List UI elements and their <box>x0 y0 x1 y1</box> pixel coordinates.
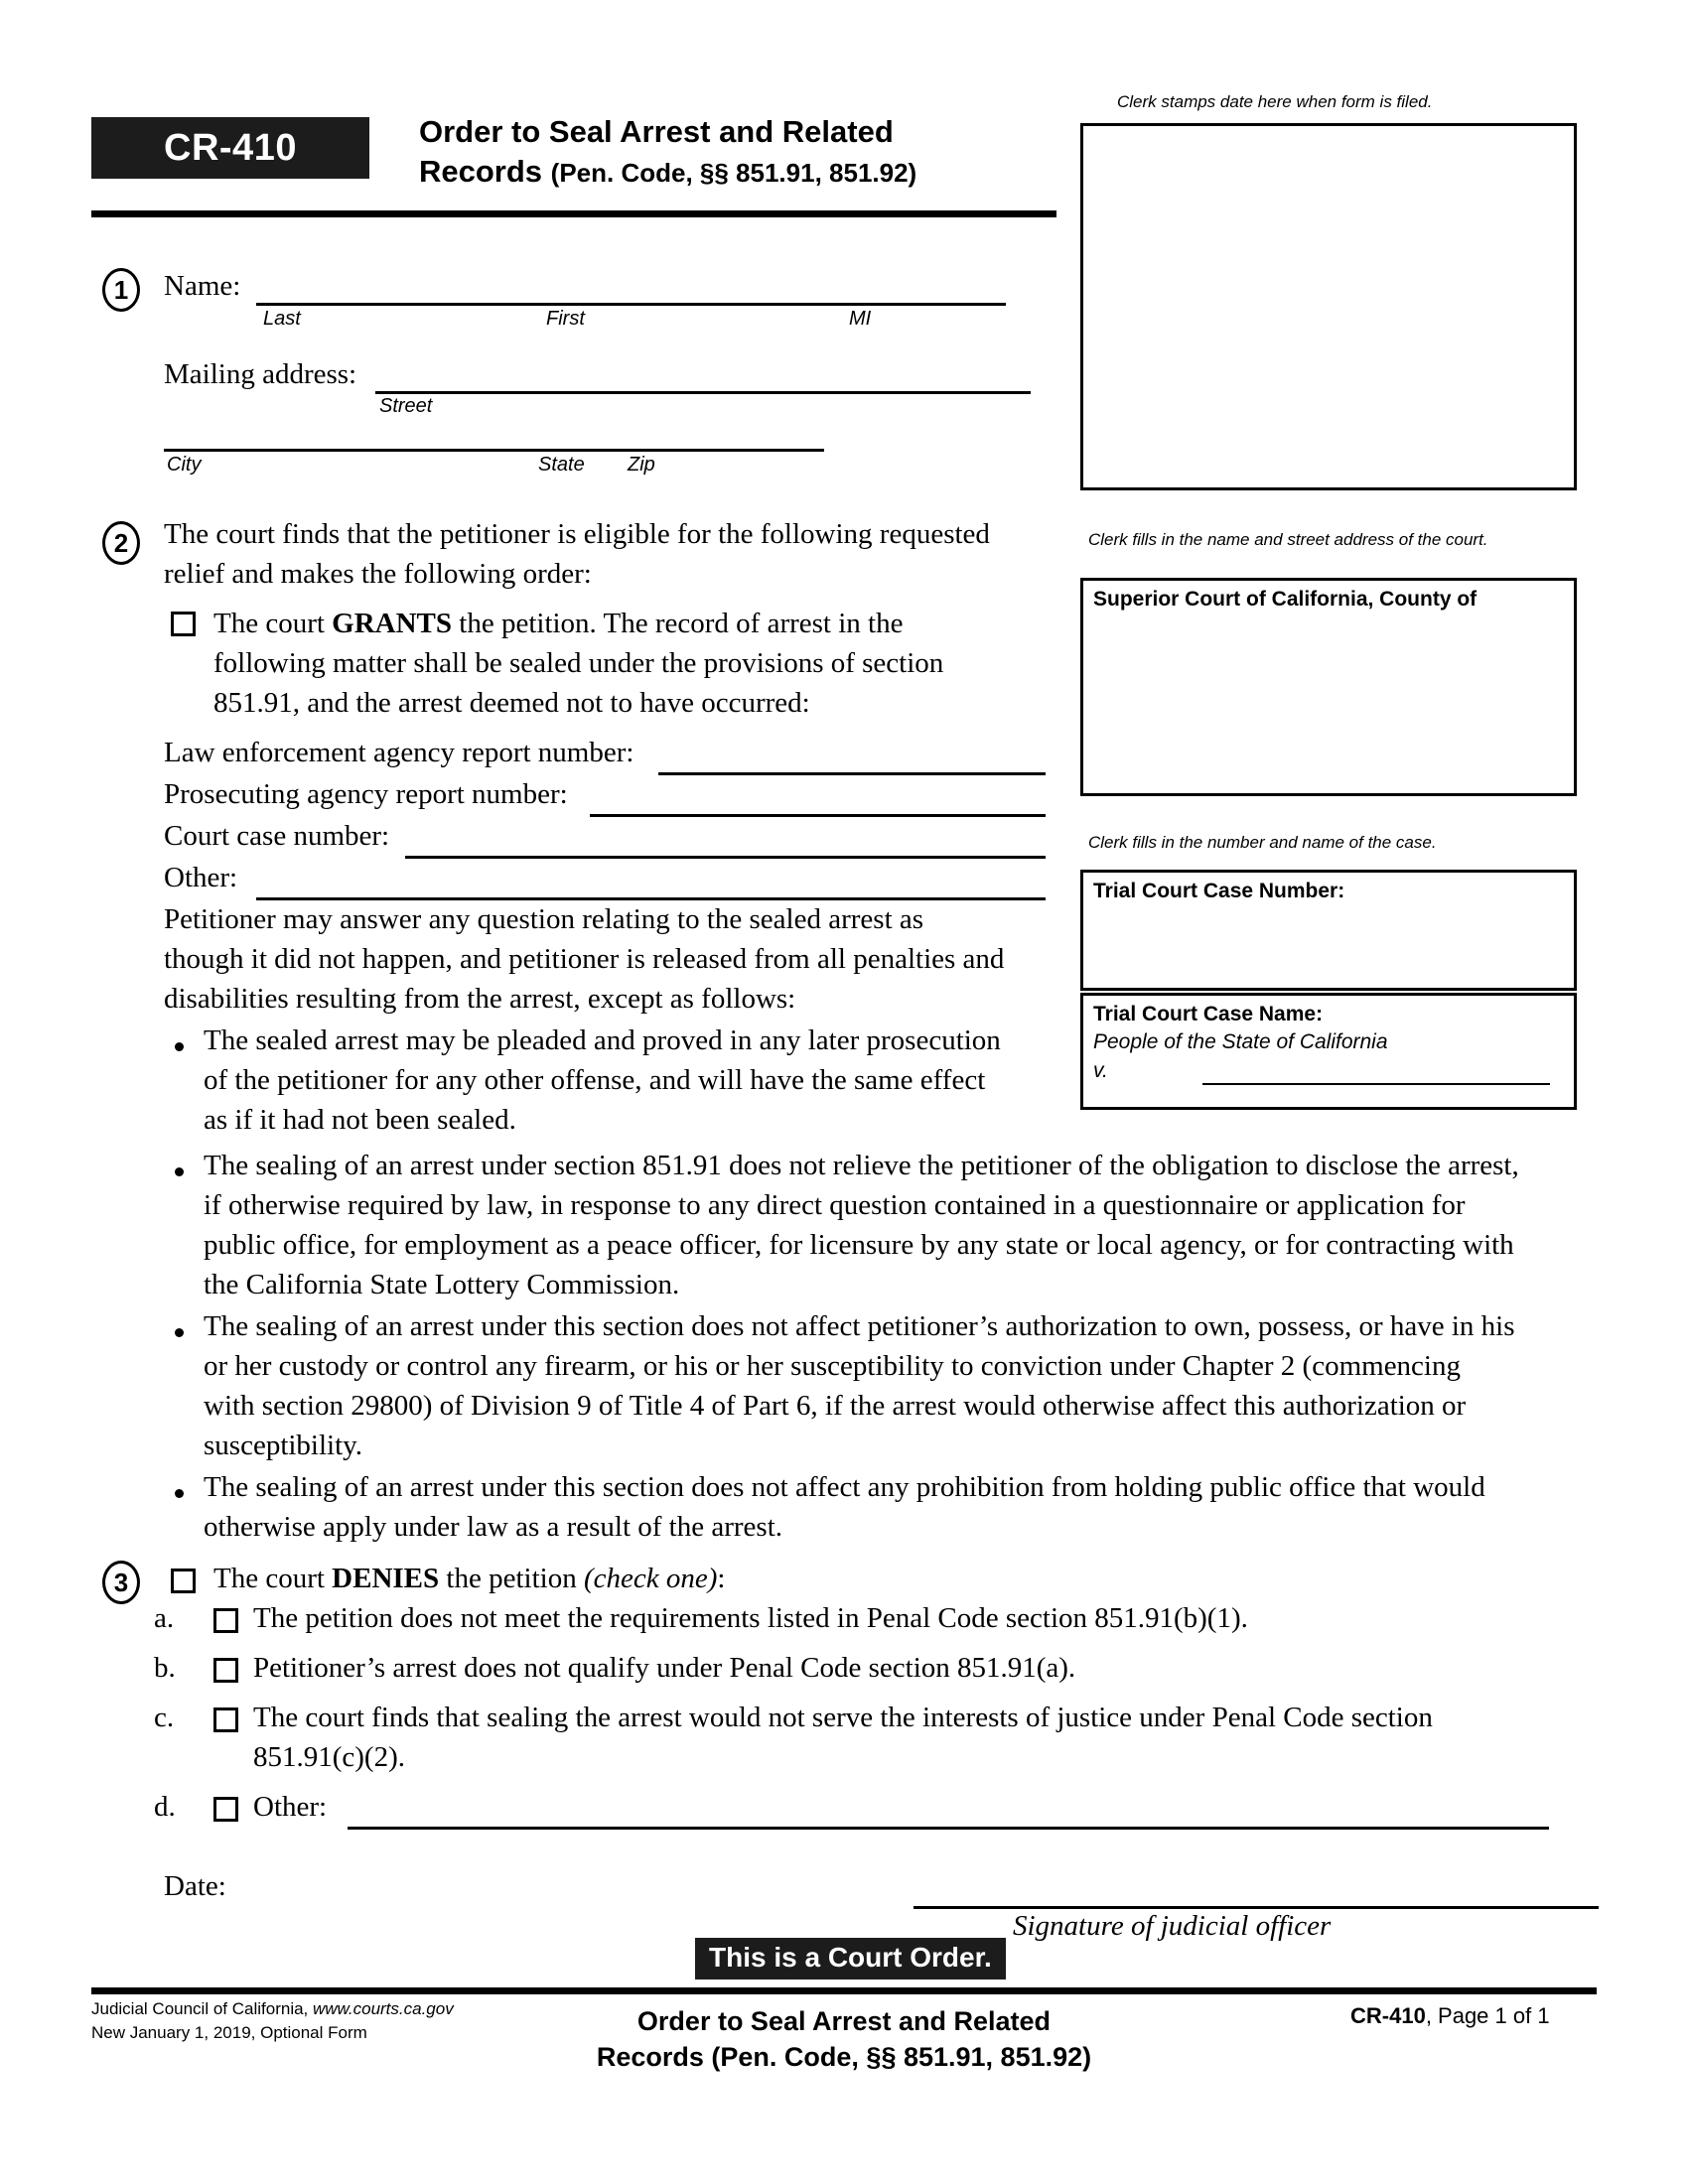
case-info-note: Clerk fills in the number and name of the case. <box>1088 833 1437 852</box>
bullet-marker <box>175 1489 184 1498</box>
footer-form-title-line2: Records (Pen. Code, §§ 851.91, 851.92) <box>596 2042 1092 2072</box>
form-title <box>419 112 1114 193</box>
option-a-text: The petition does not meet the requirements listed in Penal Code section 851.91(b)(1). <box>253 1602 1248 1634</box>
option-b-letter: b. <box>154 1652 176 1684</box>
option-d-checkbox[interactable] <box>213 1797 238 1822</box>
clerk-stamp-note: Clerk stamps date here when form is filed. <box>1117 92 1433 111</box>
grants-line1-b: the petition. The record of arrest in the <box>452 608 904 639</box>
court-name-box[interactable] <box>1080 578 1577 796</box>
prosecuting-report-label: Prosecuting agency report number: <box>164 778 568 810</box>
list-item: of the petitioner for any other offense, and will have the same effect <box>204 1064 986 1096</box>
footer-form-number: CR-410 <box>1350 2003 1426 2028</box>
footer-form-title-line1: Order to Seal Arrest and Related <box>636 2006 1052 2036</box>
denies-label <box>213 1559 1107 1598</box>
form-number-text: CR-410 <box>164 126 297 169</box>
case-name-versus: v. <box>1093 1059 1108 1082</box>
footer-council-line1 <box>91 1997 568 2021</box>
grants-checkbox[interactable] <box>171 612 196 636</box>
address-sub-state: State <box>538 454 585 476</box>
denies-mid: the petition <box>439 1563 584 1594</box>
grants-line3: 851.91, and the arrest deemed not to have occurred: <box>213 687 810 719</box>
denies-suffix: : <box>717 1563 726 1594</box>
trial-court-case-name-box[interactable] <box>1080 993 1577 1110</box>
denies-prefix: The court <box>213 1563 333 1594</box>
bullet-marker <box>175 1167 184 1176</box>
item-2-intro-line2: relief and makes the following order: <box>164 558 592 590</box>
option-d-fill-line[interactable] <box>348 1827 1549 1830</box>
item-2-number: 2 <box>102 521 140 565</box>
option-d-letter: d. <box>154 1791 176 1823</box>
list-item: The sealing of an arrest under this section does not affect any prohibition from holding public office that would <box>204 1471 1485 1503</box>
signature-caption: Signature of judicial officer <box>1013 1910 1332 1942</box>
date-label: Date: <box>164 1870 226 1902</box>
trial-court-case-number-box[interactable] <box>1080 870 1577 991</box>
header-divider <box>91 210 1056 217</box>
court-name-label: Superior Court of California, County of <box>1093 588 1477 611</box>
bullet-marker <box>175 1042 184 1051</box>
name-fill-line[interactable] <box>256 303 1006 306</box>
bullet-marker <box>175 1328 184 1337</box>
name-sub-last: Last <box>263 308 301 330</box>
option-c-letter: c. <box>154 1702 175 1733</box>
law-enforcement-report-line[interactable] <box>658 772 1046 775</box>
clerk-stamp-box[interactable] <box>1080 123 1577 490</box>
form-title-line2 <box>419 152 1114 193</box>
option-b-checkbox[interactable] <box>213 1658 238 1683</box>
case-name-people: People of the State of California <box>1093 1030 1388 1053</box>
list-item: the California State Lottery Commission. <box>204 1269 680 1300</box>
form-title-line2-prefix: Records <box>419 154 543 189</box>
list-item: The sealing of an arrest under section 851.91 does not relieve the petitioner of the obligation to disclose the arrest, <box>204 1150 1519 1181</box>
list-item: public office, for employment as a peace officer, for licensure by any state or local agency, or for contracting with <box>204 1229 1514 1261</box>
law-enforcement-report-label: Law enforcement agency report number: <box>164 737 634 768</box>
denies-checkbox[interactable] <box>171 1569 196 1593</box>
option-a-checkbox[interactable] <box>213 1608 238 1633</box>
prosecuting-report-line[interactable] <box>590 814 1046 817</box>
option-c-checkbox[interactable] <box>213 1707 238 1732</box>
case-name-fill-line[interactable] <box>1202 1083 1550 1085</box>
footer-council-line2: New January 1, 2019, Optional Form <box>91 2023 367 2042</box>
grants-line1 <box>213 604 1067 643</box>
list-item: or her custody or control any firearm, or his or her susceptibility to conviction under Chapter 2 (commencing <box>204 1350 1461 1382</box>
footer-form-title <box>546 2003 1142 2075</box>
court-case-number-label: Court case number: <box>164 820 390 852</box>
address-sub-zip: Zip <box>628 454 655 476</box>
footer-council-name: Judicial Council of California, <box>91 1999 313 2018</box>
city-state-zip-fill-line[interactable] <box>164 449 824 452</box>
list-item: as if it had not been sealed. <box>204 1104 516 1136</box>
street-fill-line[interactable] <box>375 391 1031 394</box>
option-c-text: The court finds that sealing the arrest would not serve the interests of justice under Penal Code section <box>253 1702 1433 1733</box>
option-b-text: Petitioner’s arrest does not qualify under Penal Code section 851.91(a). <box>253 1652 1076 1684</box>
item-3-number: 3 <box>102 1561 140 1604</box>
grants-line1-a: The court <box>213 608 333 639</box>
address-sub-city: City <box>167 454 202 476</box>
address-sub-street: Street <box>379 395 433 417</box>
footer-page-count: , Page 1 of 1 <box>1425 2003 1550 2028</box>
denies-bold-word: DENIES <box>332 1563 440 1594</box>
list-item: susceptibility. <box>204 1430 363 1461</box>
item-1-name-label: Name: <box>164 270 241 302</box>
item-1-number: 1 <box>102 268 140 312</box>
grants-line2: following matter shall be sealed under the provisions of section <box>213 647 944 679</box>
list-item: The sealing of an arrest under this section does not affect petitioner’s authorization to own, possess, or have in his <box>204 1310 1515 1342</box>
list-item: The sealed arrest may be pleaded and proved in any later prosecution <box>204 1024 1001 1056</box>
footer-page-info <box>1350 2003 1550 2029</box>
option-c-text-line2: 851.91(c)(2). <box>253 1741 406 1773</box>
form-number-badge <box>91 117 369 179</box>
footer-council-info <box>91 1997 568 2045</box>
form-header <box>91 114 1084 206</box>
option-a-letter: a. <box>154 1602 175 1634</box>
other-label: Other: <box>164 862 238 893</box>
trial-court-case-name-label: Trial Court Case Name: <box>1093 1003 1324 1025</box>
trial-court-case-number-label: Trial Court Case Number: <box>1093 880 1345 902</box>
court-case-number-line[interactable] <box>405 856 1046 859</box>
list-item: with section 29800) of Division 9 of Title 4 of Part 6, if the arrest would otherwise affect this authorization or <box>204 1390 1467 1422</box>
court-address-note: Clerk fills in the name and street address of the court. <box>1088 530 1488 549</box>
item-2-paragraph-line3: disabilities resulting from the arrest, except as follows: <box>164 983 796 1015</box>
item-2-paragraph-line1: Petitioner may answer any question relating to the sealed arrest as <box>164 903 924 935</box>
name-sub-mi: MI <box>849 308 872 330</box>
name-sub-first: First <box>546 308 585 330</box>
form-title-line1: Order to Seal Arrest and Related <box>419 114 894 149</box>
form-title-citation: (Pen. Code, §§ 851.91, 851.92) <box>550 158 917 188</box>
item-2-intro-line1: The court finds that the petitioner is eligible for the following requested <box>164 518 990 550</box>
court-order-banner: This is a Court Order. <box>695 1938 1006 1979</box>
denies-check-one: (check one) <box>583 1563 718 1594</box>
list-item: otherwise apply under law as a result of the arrest. <box>204 1511 783 1543</box>
option-d-text: Other: <box>253 1791 328 1823</box>
item-1-address-label: Mailing address: <box>164 358 357 390</box>
grants-bold-word: GRANTS <box>332 608 453 639</box>
footer-divider <box>91 1987 1597 1994</box>
footer-council-url: www.courts.ca.gov <box>313 1999 454 2018</box>
item-2-paragraph-line2: though it did not happen, and petitioner is released from all penalties and <box>164 943 1005 975</box>
list-item: if otherwise required by law, in response to any direct question contained in a questionnaire or application for <box>204 1189 1466 1221</box>
